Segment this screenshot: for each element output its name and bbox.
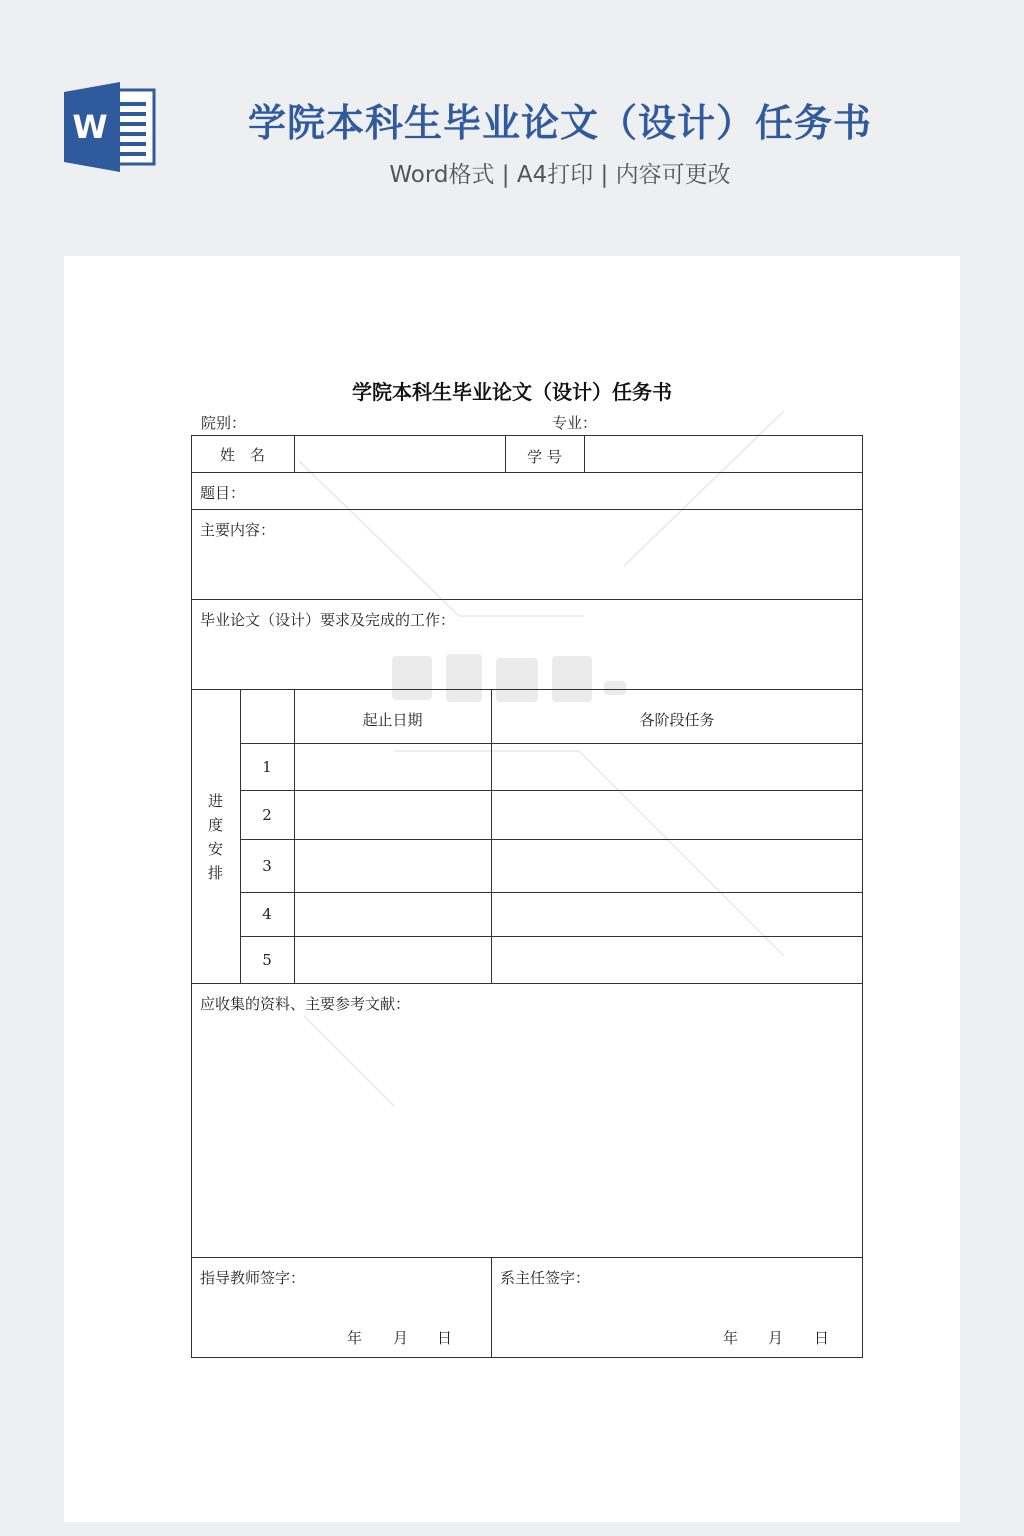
advisor-date-month: 月 <box>393 1329 409 1347</box>
document-title: 学院本科生毕业论文（设计）任务书 <box>352 380 672 404</box>
content-label: 主要内容： <box>200 521 276 539</box>
dept-head-date-month: 月 <box>768 1329 784 1347</box>
advisor-date-year: 年 <box>347 1329 363 1347</box>
dept-head-date-day: 日 <box>814 1329 830 1347</box>
advisor-sign-label: 指导教师签字： <box>200 1269 306 1287</box>
topic-label: 题目： <box>200 484 246 502</box>
svg-text:W: W <box>72 108 108 146</box>
college-label: 院别： <box>201 414 247 432</box>
name-label: 姓 名 <box>219 446 265 464</box>
schedule-row-number: 3 <box>262 857 272 875</box>
requirements-label: 毕业论文（设计）要求及完成的工作： <box>200 611 456 629</box>
task-form-table <box>191 435 863 1358</box>
references-label: 应收集的资料、主要参考文献： <box>200 995 411 1013</box>
banner-subtitle: Word格式 | A4打印 | 内容可更改 <box>389 162 731 188</box>
schedule-side-label-2: 度 <box>207 816 223 834</box>
schedule-side-label-1: 进 <box>207 792 223 810</box>
schedule-row-number: 5 <box>262 951 272 969</box>
word-icon <box>64 82 156 172</box>
schedule-side-label-3: 安 <box>207 840 223 858</box>
col-dates-header: 起止日期 <box>362 711 423 729</box>
student-id-label: 学 号 <box>527 448 562 466</box>
student-id-field[interactable] <box>585 436 862 472</box>
schedule-side-label-4: 排 <box>207 864 223 882</box>
name-field[interactable] <box>295 436 505 472</box>
banner-title: 学院本科生毕业论文（设计）任务书 <box>247 101 872 145</box>
advisor-date-day: 日 <box>437 1329 453 1347</box>
document-page <box>64 256 960 1522</box>
col-tasks-header: 各阶段任务 <box>639 711 715 729</box>
schedule-row-number: 1 <box>262 758 272 776</box>
banner <box>0 0 1024 256</box>
schedule-row-number: 4 <box>262 905 272 923</box>
dept-head-date-year: 年 <box>723 1329 739 1347</box>
major-label: 专业： <box>552 414 598 432</box>
schedule-row-number: 2 <box>262 806 272 824</box>
dept-head-sign-label: 系主任签字： <box>500 1269 591 1287</box>
